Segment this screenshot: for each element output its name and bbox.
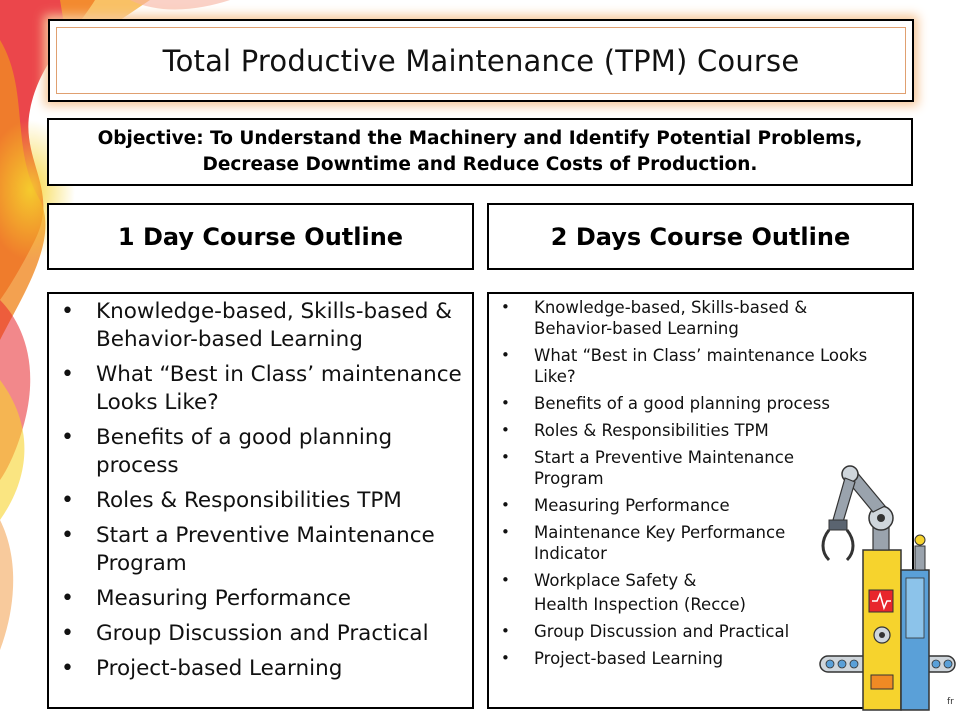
- objective-line-2: Decrease Downtime and Reduce Costs of Production.: [202, 154, 758, 175]
- list-item: • Measuring Performance: [499, 495, 908, 516]
- one-day-heading-box: [47, 203, 474, 270]
- title-inner-frame: [56, 27, 906, 94]
- title-banner: [48, 19, 914, 102]
- robot-arm-icon: [815, 460, 960, 715]
- list-item: • Start a Preventive Maintenance Program: [59, 522, 466, 578]
- page-title: Total Productive Maintenance (TPM) Course: [162, 43, 800, 78]
- objective-line-1: Objective: To Understand the Machinery and Identify Potential Problems,: [97, 128, 863, 149]
- list-item: • What “Best in Class’ maintenance Looks Like?: [499, 345, 908, 387]
- two-days-heading: 2 Days Course Outline: [550, 222, 851, 251]
- list-item: • Roles & Responsibilities TPM: [59, 487, 466, 515]
- two-days-heading-box: [487, 203, 914, 270]
- list-item: • Start a Preventive Maintenance Program: [499, 447, 908, 489]
- one-day-heading: 1 Day Course Outline: [117, 222, 404, 251]
- footer-mark: fr: [947, 697, 954, 707]
- list-item-continuation: Health Inspection (Recce): [534, 595, 746, 614]
- list-item: • Maintenance Key Performance Indicator: [499, 522, 908, 564]
- list-item: • Group Discussion and Practical: [499, 621, 908, 642]
- list-item: • Roles & Responsibilities TPM: [499, 420, 908, 441]
- list-item: • Benefits of a good planning process: [499, 393, 908, 414]
- list-item: • Project-based Learning: [59, 655, 466, 683]
- list-item: • Workplace Safety &: [499, 570, 908, 591]
- list-item: • Measuring Performance: [59, 585, 466, 613]
- list-item: • Project-based Learning: [499, 648, 908, 669]
- one-day-outline-list: [47, 292, 474, 709]
- list-item: • What “Best in Class’ maintenance Looks Like?: [59, 361, 466, 417]
- list-item: • Knowledge-based, Skills-based & Behavior-based Learning: [59, 298, 466, 354]
- list-item: • Benefits of a good planning process: [59, 424, 466, 480]
- list-item: • Group Discussion and Practical: [59, 620, 466, 648]
- objective-box: [47, 118, 913, 186]
- list-item: • Knowledge-based, Skills-based & Behavior-based Learning: [499, 297, 908, 339]
